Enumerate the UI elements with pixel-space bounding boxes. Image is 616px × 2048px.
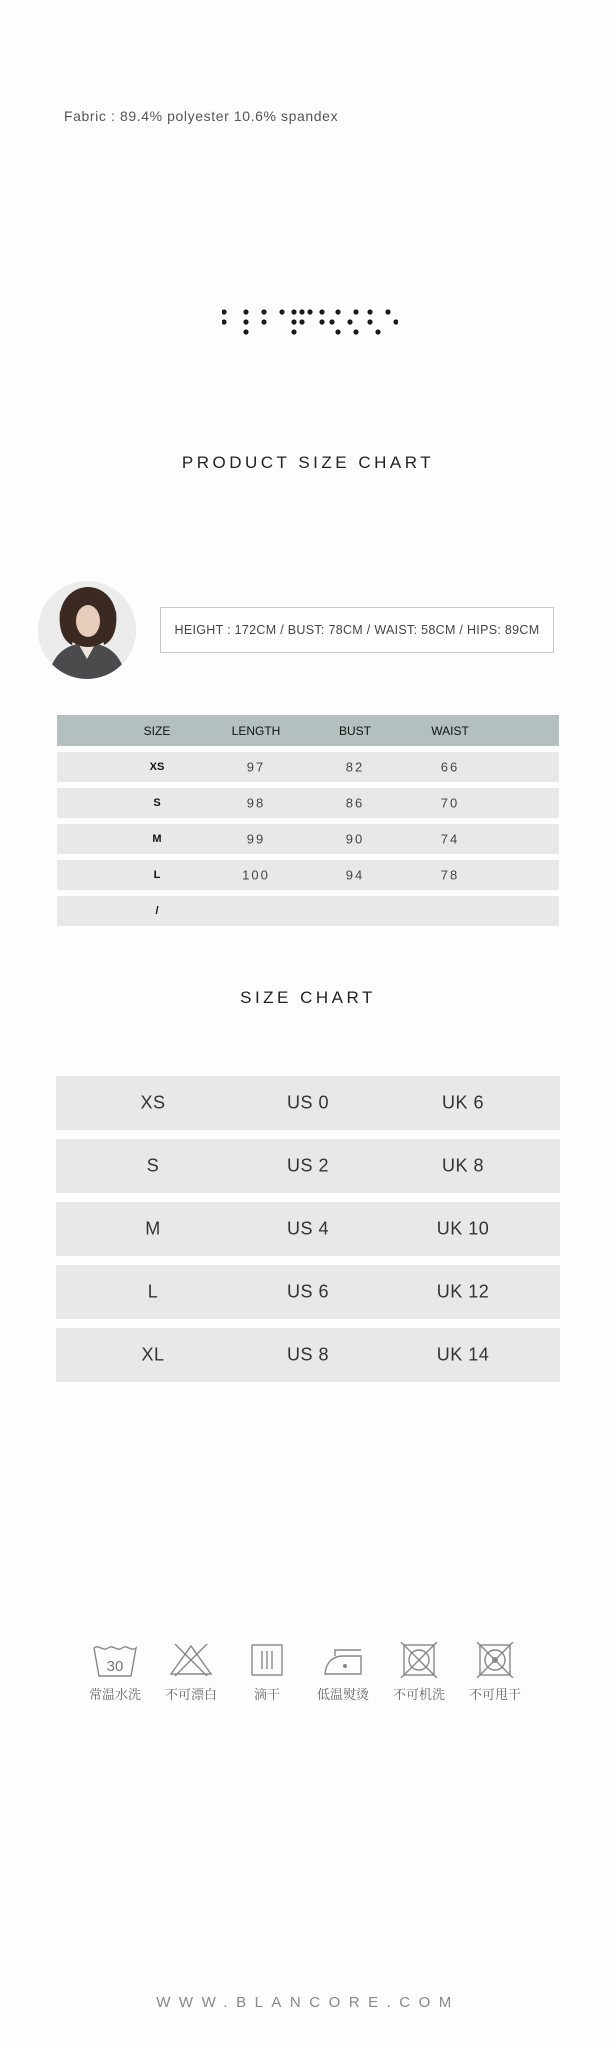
cell-size: / — [155, 905, 159, 917]
cell-uk: UK 10 — [436, 1218, 490, 1239]
cell-uk: UK 12 — [436, 1281, 490, 1302]
iron-low-icon — [319, 1642, 367, 1678]
care-label: 常温水洗 — [88, 1688, 141, 1703]
product-size-chart-title: PRODUCT SIZE CHART — [181, 453, 435, 472]
wash-30-icon — [91, 1642, 139, 1678]
cell-waist: 70 — [440, 795, 460, 811]
conversion-row — [56, 1202, 560, 1256]
table-row — [57, 788, 559, 818]
care-item-drip-dry — [232, 1642, 302, 1703]
cell-size: L — [153, 869, 161, 881]
cell-size: M — [145, 1218, 161, 1239]
care-label: 不可机洗 — [392, 1688, 445, 1703]
cell-bust: 90 — [345, 831, 365, 847]
wash-temperature: 30 — [106, 1658, 124, 1675]
table-row — [57, 752, 559, 782]
care-label: 低温熨烫 — [316, 1688, 369, 1703]
no-tumble-dry-icon — [471, 1642, 519, 1678]
measurement-table — [57, 715, 559, 932]
cell-us: US 0 — [286, 1092, 330, 1113]
cell-size: XL — [141, 1344, 165, 1365]
cell-uk: UK 8 — [441, 1155, 485, 1176]
cell-length: 98 — [246, 795, 266, 811]
care-item-iron-low — [308, 1642, 378, 1703]
cell-size: XS — [140, 1092, 166, 1113]
cell-us: US 2 — [286, 1155, 330, 1176]
cell-uk: UK 6 — [441, 1092, 485, 1113]
cell-waist: 66 — [440, 759, 460, 775]
care-item-no-tumble-dry — [460, 1642, 530, 1703]
cell-size: L — [147, 1281, 159, 1302]
cell-bust: 82 — [345, 759, 365, 775]
cell-uk: UK 14 — [436, 1344, 490, 1365]
care-item-wash — [80, 1642, 150, 1703]
no-bleach-icon — [167, 1642, 215, 1678]
cell-bust: 94 — [345, 867, 365, 883]
cell-us: US 8 — [286, 1344, 330, 1365]
header-waist: WAIST — [431, 723, 469, 738]
website-url[interactable]: WWW.BLANCORE.COM — [156, 1994, 460, 2011]
conversion-row — [56, 1265, 560, 1319]
care-label: 不可漂白 — [164, 1688, 217, 1703]
cell-size: XS — [149, 761, 165, 773]
decorative-dots-icon — [222, 308, 398, 338]
care-label: 不可甩干 — [468, 1688, 521, 1703]
header-length: LENGTH — [231, 723, 281, 738]
header-bust: BUST — [338, 723, 372, 738]
table-row — [57, 860, 559, 890]
cell-size: S — [153, 797, 161, 809]
cell-us: US 6 — [286, 1281, 330, 1302]
table-header-row — [57, 715, 559, 746]
cell-bust: 86 — [345, 795, 365, 811]
table-row — [57, 824, 559, 854]
cell-waist: 78 — [440, 867, 460, 883]
size-chart-title: SIZE CHART — [240, 988, 376, 1007]
conversion-row — [56, 1328, 560, 1382]
fabric-composition: Fabric : 89.4% polyester 10.6% spandex — [64, 108, 339, 124]
header-size: SIZE — [143, 723, 171, 738]
cell-length: 100 — [242, 867, 270, 883]
cell-waist: 74 — [440, 831, 460, 847]
no-machine-wash-icon — [395, 1642, 443, 1678]
cell-size: M — [152, 833, 162, 845]
table-row — [57, 896, 559, 926]
conversion-row — [56, 1139, 560, 1193]
cell-length: 97 — [246, 759, 266, 775]
conversion-row — [56, 1076, 560, 1130]
size-conversion-table — [56, 1076, 560, 1391]
drip-dry-icon — [243, 1642, 291, 1678]
care-label: 滴干 — [253, 1688, 280, 1703]
care-item-no-bleach — [156, 1642, 226, 1703]
cell-size: S — [146, 1155, 160, 1176]
model-measurements: HEIGHT : 172CM / BUST: 78CM / WAIST: 58CM / HIPS: 89CM — [160, 607, 554, 653]
care-item-no-machine-wash — [384, 1642, 454, 1703]
cell-us: US 4 — [286, 1218, 330, 1239]
cell-length: 99 — [246, 831, 266, 847]
model-avatar — [38, 581, 136, 679]
